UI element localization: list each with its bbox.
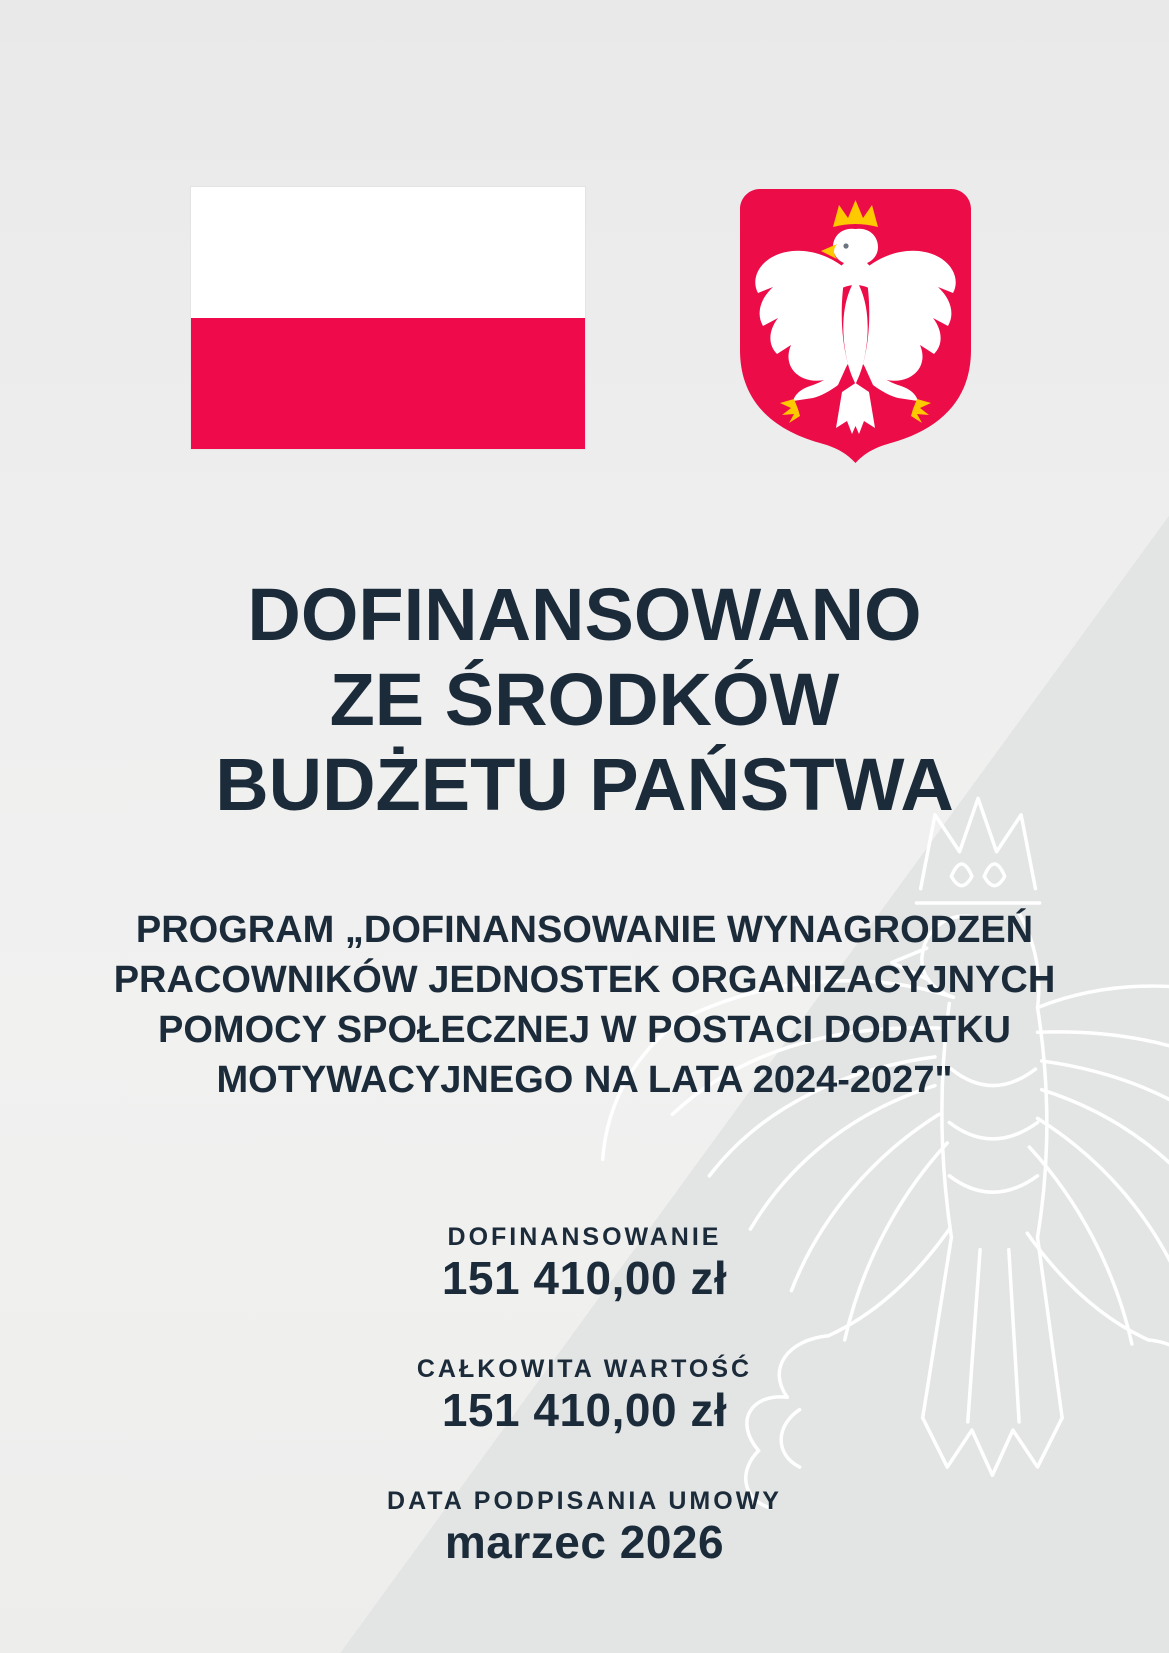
funding-amount-label: DOFINANSOWANIE [447, 1223, 722, 1251]
signing-date-group [0, 1486, 1169, 1568]
program-line-2: PRACOWNIKÓW JEDNOSTEK ORGANIZACYJNYCH [113, 959, 1056, 1001]
funding-amount-value: 151 410,00 zł [441, 1252, 728, 1304]
poland-flag-icon [191, 187, 585, 449]
total-value-label: CAŁKOWITA WARTOŚĆ [416, 1355, 753, 1383]
signing-date-label: DATA PODPISANIA UMOWY [387, 1487, 782, 1515]
page-title [0, 572, 1169, 827]
flag-white-stripe [191, 187, 585, 318]
page-title-line-1: DOFINANSOWANO [247, 573, 922, 656]
total-value-group [0, 1354, 1169, 1436]
funding-stats [0, 1222, 1169, 1568]
funding-amount-group [0, 1222, 1169, 1304]
program-line-1: PROGRAM „DOFINANSOWANIE WYNAGRODZEŃ [135, 909, 1034, 951]
signing-date-value: marzec 2026 [444, 1516, 725, 1568]
program-line-4: MOTYWACYJNEGO NA LATA 2024-2027" [216, 1059, 953, 1101]
total-value-value: 151 410,00 zł [441, 1384, 728, 1436]
program-line-3: POMOCY SPOŁECZNEJ W POSTACI DODATKU [158, 1009, 1011, 1051]
page-title-line-2: ZE ŚRODKÓW [329, 658, 840, 741]
page-title-line-3: BUDŻETU PAŃSTWA [215, 743, 954, 826]
program-description [0, 905, 1169, 1105]
poland-coat-of-arms-icon [738, 187, 973, 465]
flag-red-stripe [191, 318, 585, 449]
